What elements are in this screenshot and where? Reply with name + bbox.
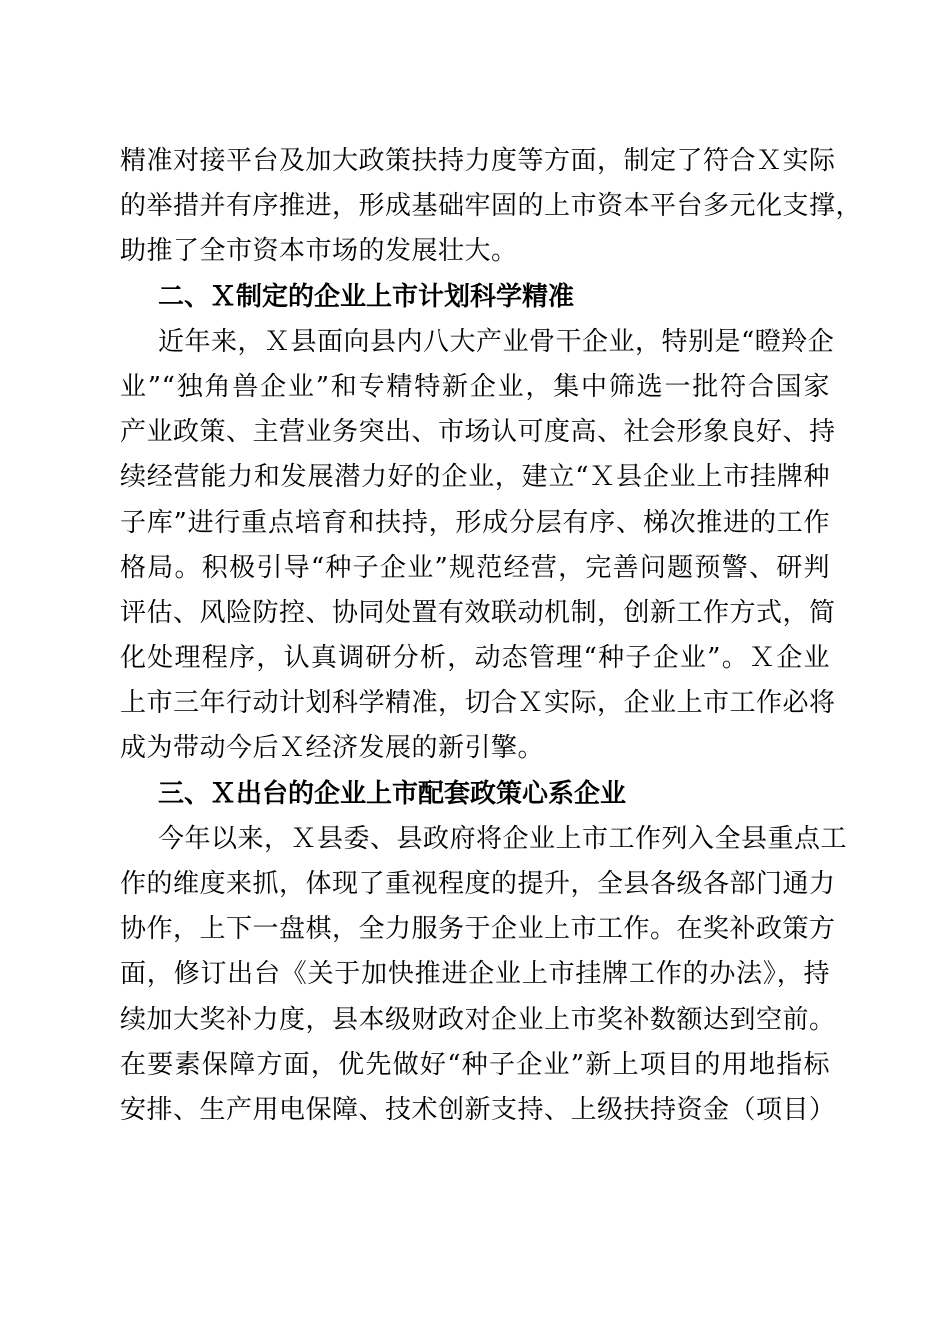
text-line: 化处理程序，认真调研分析，动态管理“种子企业”。Ｘ企业	[120, 643, 830, 674]
text-line: 作的维度来抓，体现了重视程度的提升，全县各级各部门通力	[120, 869, 836, 899]
paragraph-section-3	[120, 817, 848, 1133]
text-line: 格局。积极引导“种子企业”规范经营，完善问题预警、研判	[120, 552, 830, 583]
section-heading-3: 三、Ｘ出台的企业上市配套政策心系企业	[158, 778, 627, 809]
text-line: 评估、风险防控、协同处置有效联动机制，创新工作方式，简	[120, 597, 836, 628]
text-line: 业”“独角兽企业”和专精特新企业，集中筛选一批符合国家	[120, 371, 830, 402]
text-line: 的举措并有序推进，形成基础牢固的上市资本平台多元化支撑，	[120, 191, 863, 222]
text-line: 子库”进行重点培育和扶持，形成分层有序、梯次推进的工作	[120, 507, 830, 538]
section-heading-2: 二、Ｘ制定的企业上市计划科学精准	[158, 281, 575, 312]
text-line: 精准对接平台及加大政策扶持力度等方面，制定了符合Ｘ实际	[120, 146, 836, 176]
text-line: 续加大奖补力度，县本级财政对企业上市奖补数额达到空前。	[120, 1004, 836, 1035]
document-page	[120, 139, 863, 1133]
text-line: 今年以来，Ｘ县委、县政府将企业上市工作列入全县重点工	[158, 823, 848, 854]
text-line: 产业政策、主营业务突出、市场认可度高、社会形象良好、持	[120, 417, 836, 448]
text-line: 上市三年行动计划科学精准，切合Ｘ实际，企业上市工作必将	[120, 688, 836, 719]
text-line: 助推了全市资本市场的发展壮大。	[120, 236, 518, 267]
text-line: 续经营能力和发展潜力好的企业，建立“Ｘ县企业上市挂牌种	[120, 462, 830, 493]
paragraph-intro	[120, 139, 863, 275]
paragraph-section-2	[120, 320, 836, 772]
text-line: 近年来，Ｘ县面向县内八大产业骨干企业，特别是“瞪羚企	[158, 326, 835, 357]
text-line: 成为带动今后Ｘ经济发展的新引擎。	[120, 733, 545, 764]
text-line: 协作，上下一盘棋，全力服务于企业上市工作。在奖补政策方	[120, 914, 836, 945]
text-line: 面，修订出台《关于加快推进企业上市挂牌工作的办法》，持	[120, 959, 830, 990]
text-line: 在要素保障方面，优先做好“种子企业”新上项目的用地指标	[120, 1049, 830, 1080]
text-line: 安排、生产用电保障、技术创新支持、上级扶持资金（项目）	[120, 1094, 836, 1125]
